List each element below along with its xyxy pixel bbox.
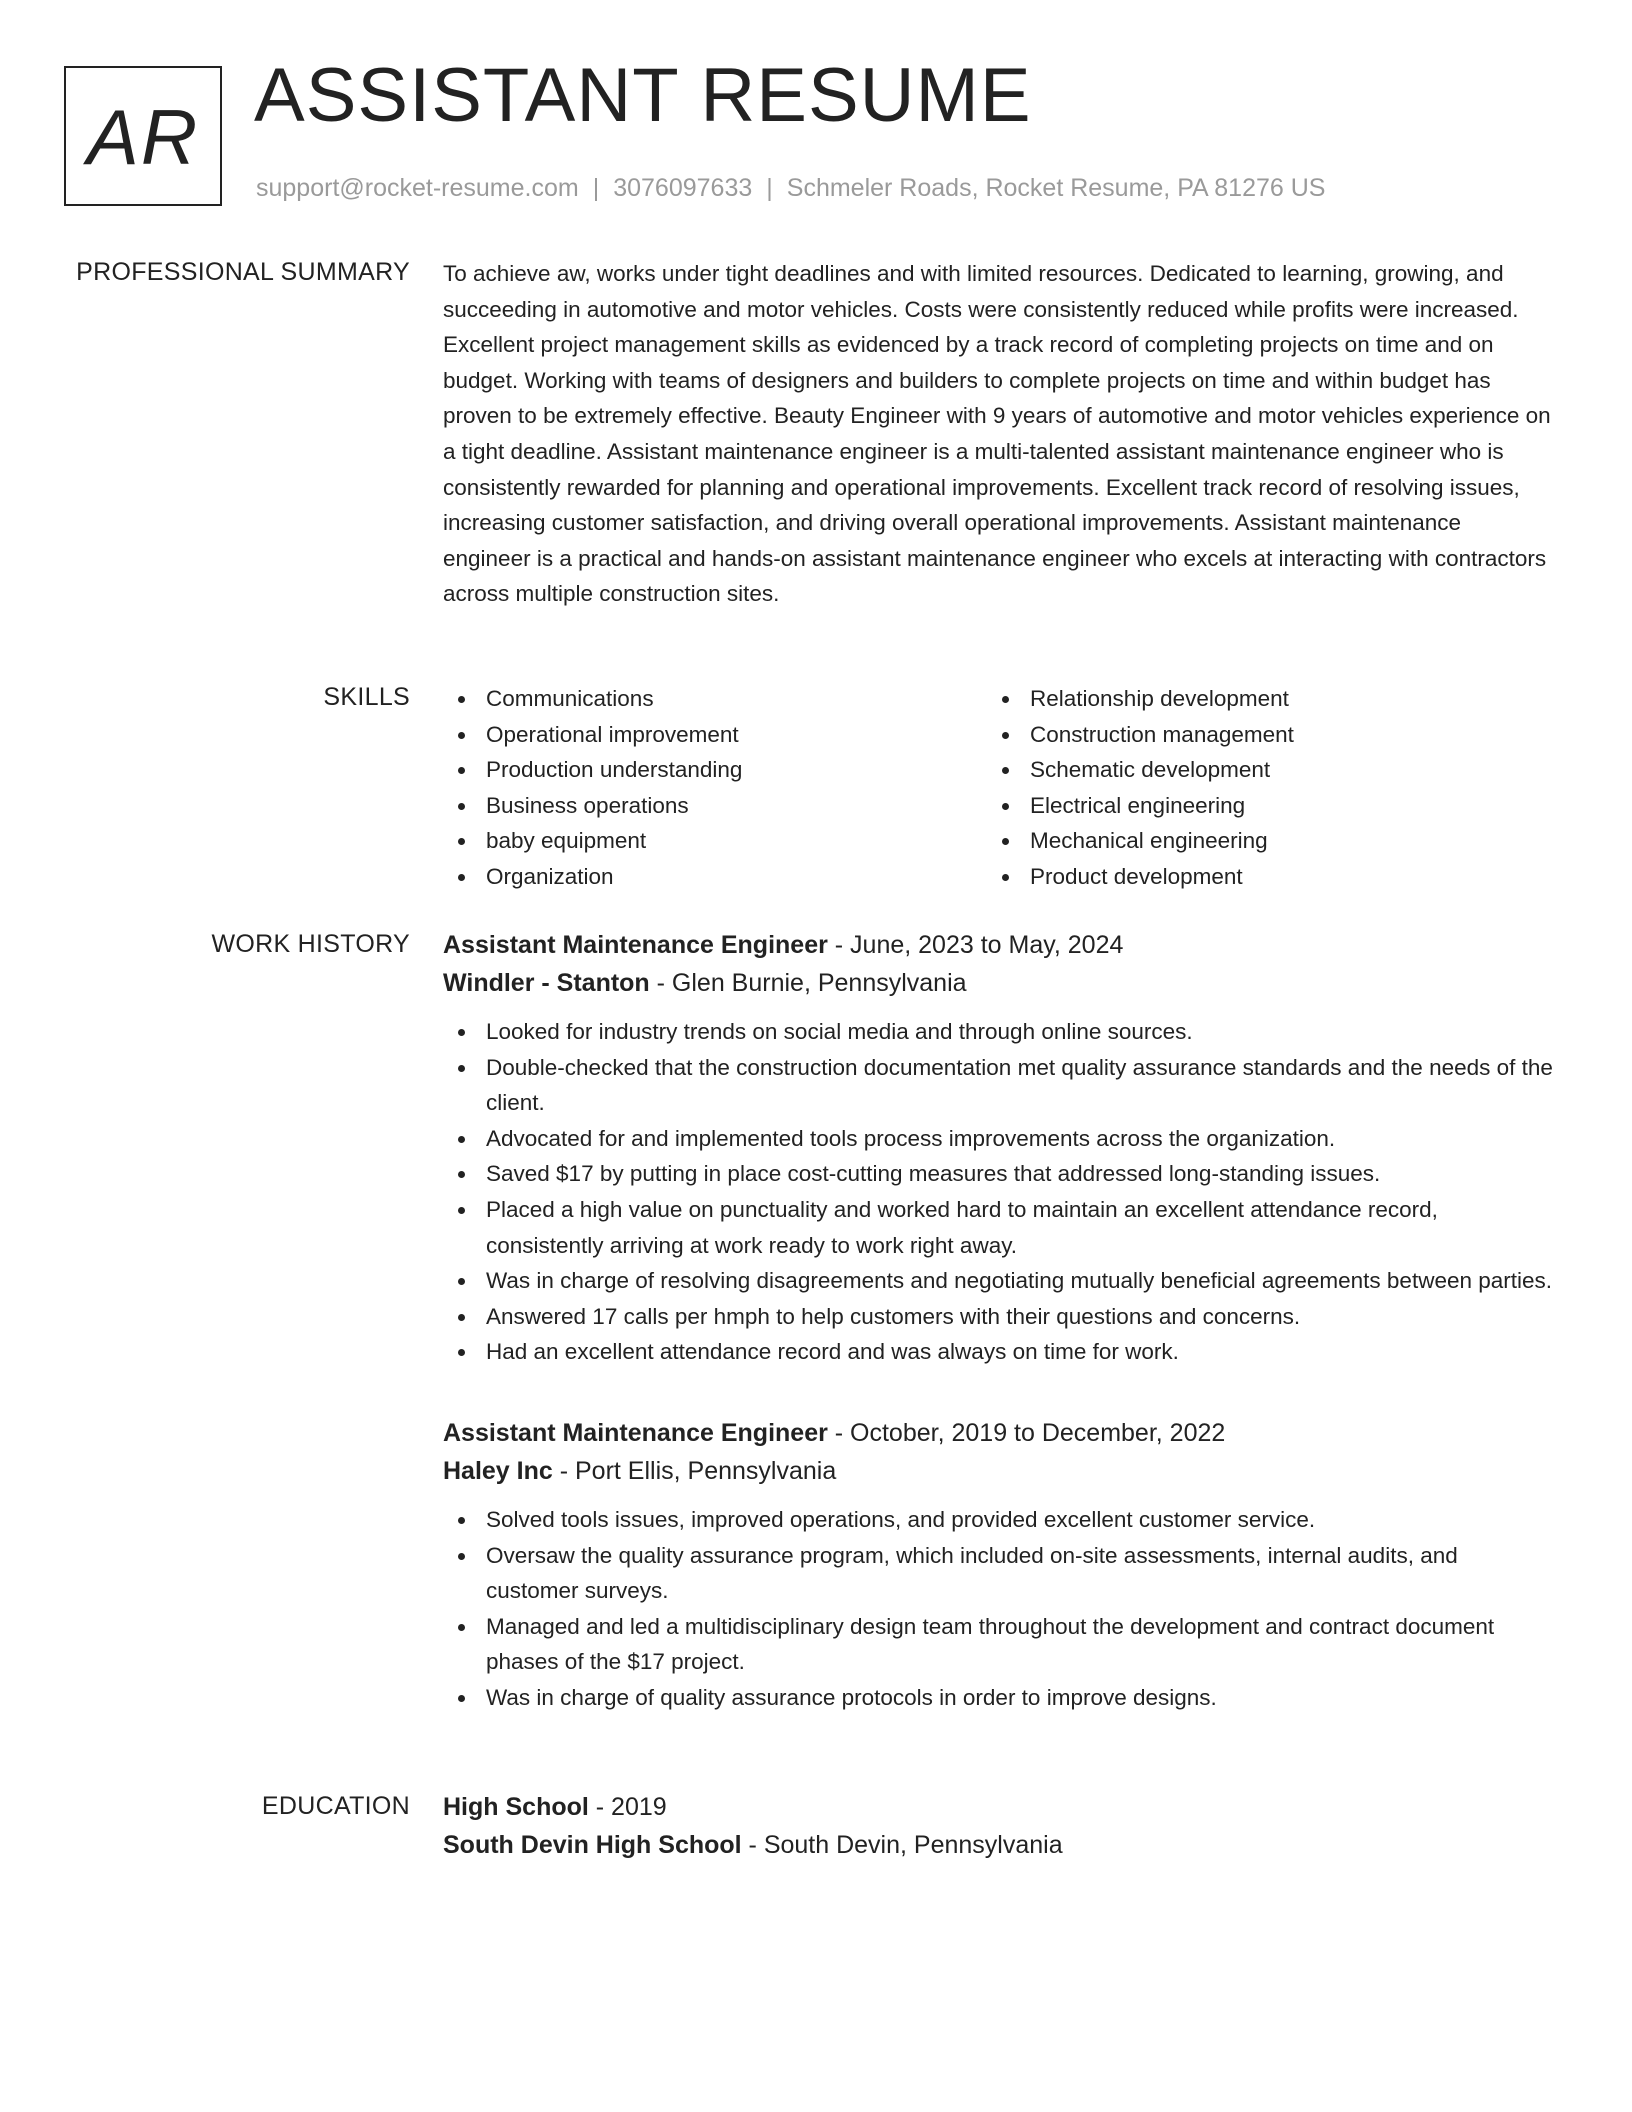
monogram-initials: AR	[86, 93, 200, 181]
skill-item: Electrical engineering	[987, 788, 1531, 824]
job-bullet: Looked for industry trends on social media and through online sources.	[443, 1014, 1553, 1050]
education-degree: High School	[443, 1793, 589, 1821]
job-company: Haley Inc	[443, 1456, 553, 1485]
job-entry	[443, 926, 1553, 1370]
summary-body	[443, 256, 1553, 612]
skills-column-right	[987, 681, 1531, 895]
skills-body	[443, 681, 1553, 895]
job-location: - Glen Burnie, Pennsylvania	[649, 969, 967, 997]
job-company: Windler - Stanton	[443, 969, 650, 997]
skill-item: Communications	[443, 681, 987, 717]
contact-email: support@rocket-resume.com	[256, 174, 579, 202]
skills-column-left	[443, 681, 987, 895]
job-title: Assistant Maintenance Engineer	[443, 931, 828, 959]
skill-item: Relationship development	[987, 681, 1531, 717]
education-degree-line	[443, 1788, 1553, 1826]
skill-item: Construction management	[987, 717, 1531, 753]
job-bullets	[443, 1014, 1553, 1370]
job-bullet: Had an excellent attendance record and was always on time for work.	[443, 1334, 1553, 1370]
resume-title: ASSISTANT RESUME	[254, 53, 1032, 138]
contact-address: Schmeler Roads, Rocket Resume, PA 81276 US	[786, 174, 1326, 202]
education-year: - 2019	[588, 1793, 667, 1821]
job-company-line	[443, 964, 1553, 1002]
contact-phone: 3076097633	[613, 174, 753, 202]
skill-item: Organization	[443, 859, 987, 895]
job-title-line	[443, 1414, 1553, 1452]
skill-item: Production understanding	[443, 752, 987, 788]
job-bullet: Managed and led a multidisciplinary design team throughout the development and contract document phases of the $17 project.	[443, 1609, 1553, 1680]
skill-item: Schematic development	[987, 752, 1531, 788]
section-label-summary: PROFESSIONAL SUMMARY	[76, 258, 410, 286]
job-company-line	[443, 1452, 1553, 1490]
work-history-body	[443, 926, 1553, 1760]
education-school-line	[443, 1826, 1553, 1864]
job-dates: - October, 2019 to December, 2022	[827, 1418, 1226, 1447]
job-dates: - June, 2023 to May, 2024	[827, 931, 1124, 959]
job-bullet: Was in charge of resolving disagreements and negotiating mutually beneficial agreements between parties.	[443, 1263, 1553, 1299]
job-bullet: Oversaw the quality assurance program, which included on-site assessments, internal audits, and customer surveys.	[443, 1538, 1553, 1609]
skill-item: Product development	[987, 859, 1531, 895]
job-bullet: Was in charge of quality assurance protocols in order to improve designs.	[443, 1680, 1553, 1716]
skill-item: baby equipment	[443, 823, 987, 859]
skill-item: Operational improvement	[443, 717, 987, 753]
education-body	[443, 1788, 1553, 1864]
contact-separator: |	[766, 174, 773, 202]
job-bullet: Placed a high value on punctuality and worked hard to maintain an excellent attendance record, consistently arriving at work ready to work right away.	[443, 1192, 1553, 1263]
job-title-line	[443, 926, 1553, 964]
monogram-box	[64, 66, 222, 206]
contact-separator: |	[592, 174, 600, 202]
summary-text: To achieve aw, works under tight deadlines and with limited resources. Dedicated to learning, growing, and succeeding in automotive and motor vehicles. Costs were consistently reduced while profits were increased. Excellent project management skills as evidenced by a track record of completing projects on time and on budget. Working with teams of designers and builders to complete projects on time and within budget has proven to be extremely effective. Beauty Engineer with 9 years of automotive and motor vehicles experience on a tight deadline. Assistant maintenance engineer is a multi-talented assistant maintenance engineer who is consistently rewarded for planning and operational improvements. Excellent track record of resolving issues, increasing customer satisfaction, and driving overall operational improvements. Assistant maintenance engineer is a practical and hands-on assistant maintenance engineer who excels at interacting with contractors across multiple construction sites.	[443, 261, 1551, 607]
job-location: - Port Ellis, Pennsylvania	[552, 1456, 837, 1485]
job-title: Assistant Maintenance Engineer	[443, 1418, 828, 1447]
skill-item: Mechanical engineering	[987, 823, 1531, 859]
skill-item: Business operations	[443, 788, 987, 824]
job-bullet: Saved $17 by putting in place cost-cutting measures that addressed long-standing issues.	[443, 1156, 1553, 1192]
job-entry	[443, 1414, 1553, 1716]
job-bullet: Answered 17 calls per hmph to help customers with their questions and concerns.	[443, 1299, 1553, 1335]
job-bullet: Advocated for and implemented tools process improvements across the organization.	[443, 1121, 1553, 1157]
education-school: South Devin High School	[443, 1831, 742, 1859]
education-location: - South Devin, Pennsylvania	[741, 1831, 1063, 1859]
section-label-work-history: WORK HISTORY	[211, 930, 410, 958]
job-bullet: Double-checked that the construction documentation met quality assurance standards and the needs of the client.	[443, 1050, 1553, 1121]
skills-grid	[443, 681, 1553, 895]
job-bullets	[443, 1502, 1553, 1716]
job-bullet: Solved tools issues, improved operations, and provided excellent customer service.	[443, 1502, 1553, 1538]
section-label-skills: SKILLS	[323, 683, 410, 711]
section-label-education: EDUCATION	[261, 1792, 410, 1820]
contact-line	[256, 176, 1325, 201]
